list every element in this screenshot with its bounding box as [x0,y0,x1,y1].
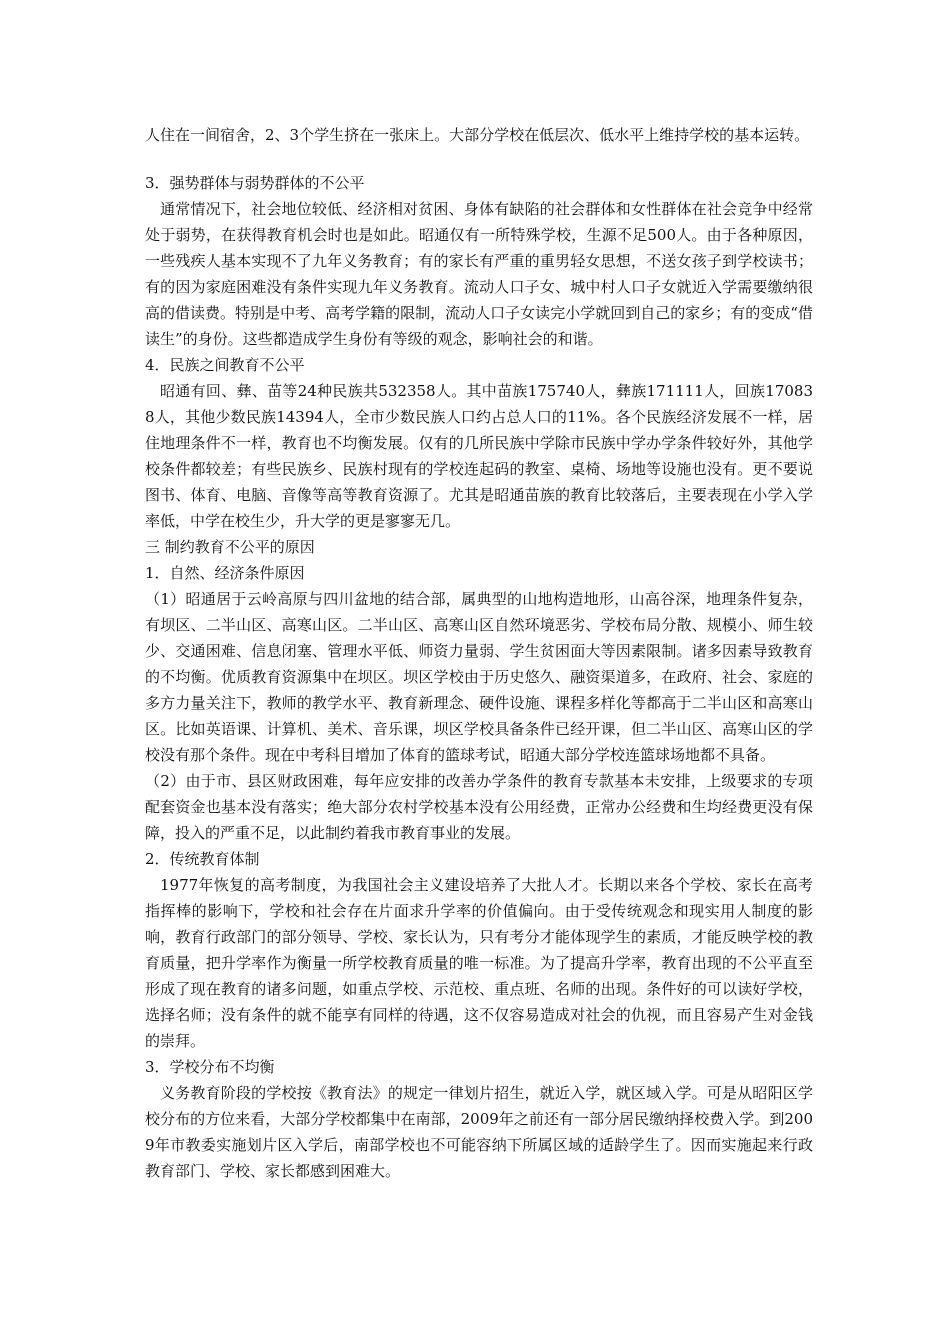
body-paragraph: 人住在一间宿舍，2、3个学生挤在一张床上。大部分学校在低层次、低水平上维持学校的基本运转。 [145,126,810,144]
body-paragraph: 昭通有回、彝、苗等24种民族共532358人。其中苗族175740人，彝族171111人，回族170838人，其他少数民族14394人，全市少数民族人口约占总人口的11%。各个民族经济发展不一样，居住地理条件不一样，教育也不均衡发展。仅有的几所民族中学除市民族中学办学条件较好外，其他学校条件都较差；有些民族乡、民族村现有的学校连起码的教室、桌椅、场地等设施也没有。更不要说图书、体育、电脑、音像等高等教育资源了。尤其是昭通苗族的教育比较落后，主要表现在小学入学率低，中学在校生少，升大学的更是寥寥无几。 [145,382,813,530]
section-heading: 2．传统教育体制 [145,850,260,868]
section-heading: 4．民族之间教育不公平 [145,356,305,374]
body-paragraph: 1977年恢复的高考制度，为我国社会主义建设培养了大批人才。长期以来各个学校、家长在高考指挥棒的影响下，学校和社会存在片面求升学率的价值偏向。由于受传统观念和现实用人制度的影响，教育行政部门的部分领导、学校、家长认为，只有考分才能体现学生的素质，才能反映学校的教育质量，把升学率作为衡量一所学校教育质量的唯一标准。为了提高升学率，教育出现的不公平直至形成了现在教育的诸多问题，如重点学校、示范校、重点班、名师的出现。条件好的可以读好学校，选择名师；没有条件的就不能享有同样的待遇，这不仅容易造成对社会的仇视，而且容易产生对金钱的崇拜。 [145,876,813,1050]
section-heading: 三 制约教育不公平的原因 [145,538,315,556]
paragraph-gap [145,148,813,170]
body-paragraph: （1）昭通居于云岭高原与四川盆地的结合部，属典型的山地构造地形，山高谷深，地理条件复杂，有坝区、二半山区、高寒山区。二半山区、高寒山区自然环境恶劣、学校布局分散、规模小、师生较少、交通困难、信息闭塞、管理水平低、师资力量弱、学生贫困面大等因素限制。诸多因素导致教育的不均衡。优质教育资源集中在坝区。坝区学校由于历史悠久、融资渠道多，在政府、社会、家庭的多方力量关注下，教师的教学水平、教育新理念、硬件设施、课程多样化等都高于二半山区和高寒山区。比如英语课、计算机、美术、音乐课，坝区学校具备条件已经开课，但二半山区、高寒山区的学校没有那个条件。现在中考科目增加了体育的篮球考试，昭通大部分学校连篮球场地都不具备。 [145,590,813,764]
body-paragraph: 义务教育阶段的学校按《教育法》的规定一律划片招生，就近入学，就区域入学。可是从昭阳区学校分布的方位来看，大部分学校都集中在南部，2009年之前还有一部分居民缴纳择校费入学。到2009年市教委实施划片区入学后，南部学校也不可能容纳下所属区域的适龄学生了。因而实施起来行政教育部门、学校、家长都感到困难大。 [145,1084,813,1180]
body-paragraph: 通常情况下，社会地位较低、经济相对贫困、身体有缺陷的社会群体和女性群体在社会竞争中经常处于弱势，在获得教育机会时也是如此。昭通仅有一所特殊学校，生源不足500人。由于各种原因，一些残疾人基本实现不了九年义务教育；有的家长有严重的重男轻女思想，不送女孩子到学校读书；有的因为家庭困难没有条件实现九年义务教育。流动人口子女、城中村人口子女就近入学需要缴纳很高的借读费。特别是中考、高考学籍的限制，流动人口子女读完小学就回到自己的家乡；有的变成“借读生”的身份。这些都造成学生身份有等级的观念，影响社会的和谐。 [145,200,813,348]
section-heading: 1．自然、经济条件原因 [145,564,305,582]
document-page [145,122,813,1184]
section-heading: 3．学校分布不均衡 [145,1058,275,1076]
section-heading: 3．强势群体与弱势群体的不公平 [145,174,365,192]
body-paragraph: （2）由于市、县区财政困难，每年应安排的改善办学条件的教育专款基本未安排，上级要求的专项配套资金也基本没有落实；绝大部分农村学校基本没有公用经费，正常办公经费和生均经费更没有保障，投入的严重不足，以此制约着我市教育事业的发展。 [145,772,813,842]
